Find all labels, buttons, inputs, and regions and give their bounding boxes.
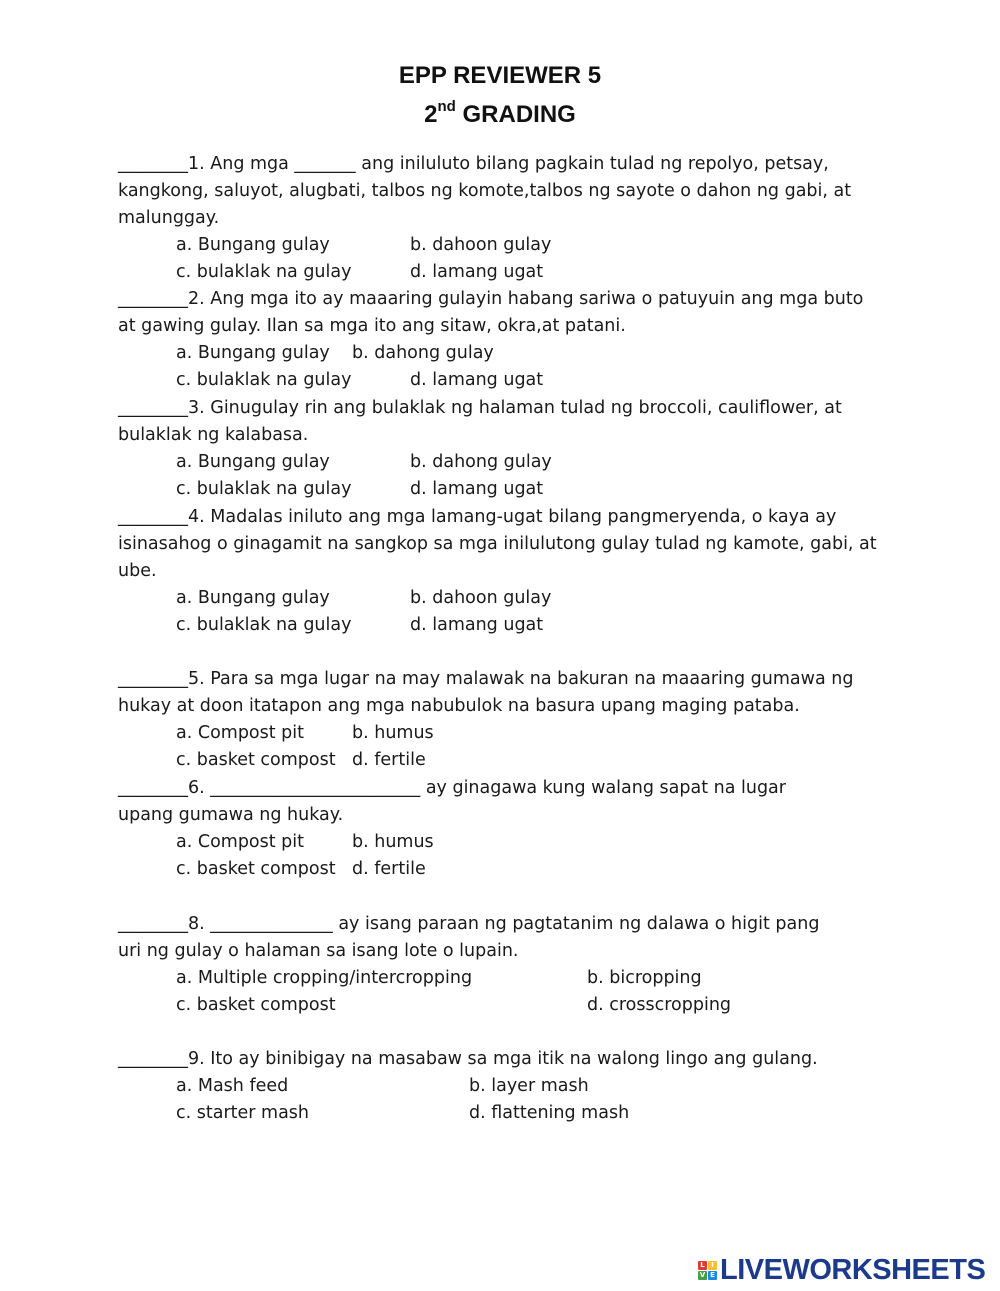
logo-cube-e: E	[708, 1271, 717, 1280]
q4-option-c[interactable]: c. bulaklak na gulay	[176, 615, 352, 635]
q4-text-line1: ________4. Madalas iniluto ang mga lamang-ugat bilang pangmeryenda, o kaya ay	[118, 507, 837, 527]
q2-option-d[interactable]: d. lamang ugat	[410, 370, 544, 390]
logo-cubes-icon	[698, 1261, 717, 1280]
q5-text-line1: ________5. Para sa mga lugar na may malawak na bakuran na maaaring gumawa ng	[118, 669, 854, 689]
grading-number: 2	[424, 101, 438, 128]
q4-text-line3: ube.	[118, 561, 157, 581]
q8-text-line1: ________8. ______________ ay isang paraan ng pagtatanim ng dalawa o higit pang	[118, 914, 820, 934]
grading-label: GRADING	[455, 101, 576, 128]
q5-text-line2: hukay at doon itatapon ang mga nabubulok na basura upang maging pataba.	[118, 696, 800, 716]
q3-option-a[interactable]: a. Bungang gulay	[176, 452, 330, 472]
q6-text-line1: ________6. ________________________ ay ginagawa kung walang sapat na lugar	[118, 778, 786, 798]
q4-option-a[interactable]: a. Bungang gulay	[176, 588, 330, 608]
q9-option-c[interactable]: c. starter mash	[176, 1103, 310, 1123]
q3-option-b[interactable]: b. dahong gulay	[410, 452, 552, 472]
q5-option-b[interactable]: b. humus	[352, 723, 434, 743]
q6-text-line2: upang gumawa ng hukay.	[118, 805, 344, 825]
q9-text-line1: ________9. Ito ay binibigay na masabaw sa mga itik na walong lingo ang gulang.	[118, 1049, 818, 1069]
q8-option-a[interactable]: a. Multiple cropping/intercropping	[176, 968, 473, 988]
q8-option-c[interactable]: c. basket compost	[176, 995, 336, 1015]
q1-option-d[interactable]: d. lamang ugat	[410, 262, 544, 282]
q3-option-c[interactable]: c. bulaklak na gulay	[176, 479, 352, 499]
grading-suffix: nd	[437, 98, 456, 115]
q5-option-c[interactable]: c. basket compost	[176, 750, 336, 770]
logo-text: LIVEWORKSHEETS	[720, 1253, 986, 1286]
q9-option-a[interactable]: a. Mash feed	[176, 1076, 289, 1096]
q4-option-d[interactable]: d. lamang ugat	[410, 615, 544, 635]
q6-option-b[interactable]: b. humus	[352, 832, 434, 852]
q2-option-c[interactable]: c. bulaklak na gulay	[176, 370, 352, 390]
q8-option-b[interactable]: b. bicropping	[587, 968, 702, 988]
q2-text-line1: ________2. Ang mga ito ay maaaring gulayin habang sariwa o patuyuin ang mga buto	[118, 289, 864, 309]
q4-option-b[interactable]: b. dahoon gulay	[410, 588, 552, 608]
page-subtitle	[0, 98, 1000, 129]
q3-text-line2: bulaklak ng kalabasa.	[118, 425, 309, 445]
q6-option-c[interactable]: c. basket compost	[176, 859, 336, 879]
q5-option-d[interactable]: d. fertile	[352, 750, 426, 770]
q2-option-b[interactable]: b. dahong gulay	[352, 343, 494, 363]
q6-option-d[interactable]: d. fertile	[352, 859, 426, 879]
q6-option-a[interactable]: a. Compost pit	[176, 832, 305, 852]
q3-option-d[interactable]: d. lamang ugat	[410, 479, 544, 499]
q9-option-b[interactable]: b. layer mash	[469, 1076, 589, 1096]
logo-cube-l: L	[698, 1261, 707, 1270]
logo-cube-i: I	[708, 1261, 717, 1270]
q1-option-c[interactable]: c. bulaklak na gulay	[176, 262, 352, 282]
q1-text-line1: ________1. Ang mga _______ ang iniluluto bilang pagkain tulad ng repolyo, petsay,	[118, 154, 829, 174]
q1-text-line2: kangkong, saluyot, alugbati, talbos ng komote,talbos ng sayote o dahon ng gabi, at	[118, 181, 852, 201]
q8-text-line2: uri ng gulay o halaman sa isang lote o lupain.	[118, 941, 519, 961]
logo-cube-v: V	[699, 1270, 706, 1279]
q1-text-line3: malunggay.	[118, 208, 220, 228]
q4-text-line2: isinasahog o ginagamit na sangkop sa mga inilulutong gulay tulad ng kamote, gabi, at	[118, 534, 877, 554]
liveworksheets-logo	[698, 1255, 985, 1285]
q9-option-d[interactable]: d. flattening mash	[469, 1103, 630, 1123]
page-title: EPP REVIEWER 5	[398, 62, 602, 89]
q1-option-a[interactable]: a. Bungang gulay	[176, 235, 330, 255]
q8-option-d[interactable]: d. crosscropping	[587, 995, 732, 1015]
q2-text-line2: at gawing gulay. Ilan sa mga ito ang sitaw, okra,at patani.	[118, 316, 626, 336]
q5-option-a[interactable]: a. Compost pit	[176, 723, 305, 743]
q3-text-line1: ________3. Ginugulay rin ang bulaklak ng halaman tulad ng broccoli, cauliflower, at	[118, 398, 842, 418]
q1-option-b[interactable]: b. dahoon gulay	[410, 235, 552, 255]
q2-option-a[interactable]: a. Bungang gulay	[176, 343, 330, 363]
